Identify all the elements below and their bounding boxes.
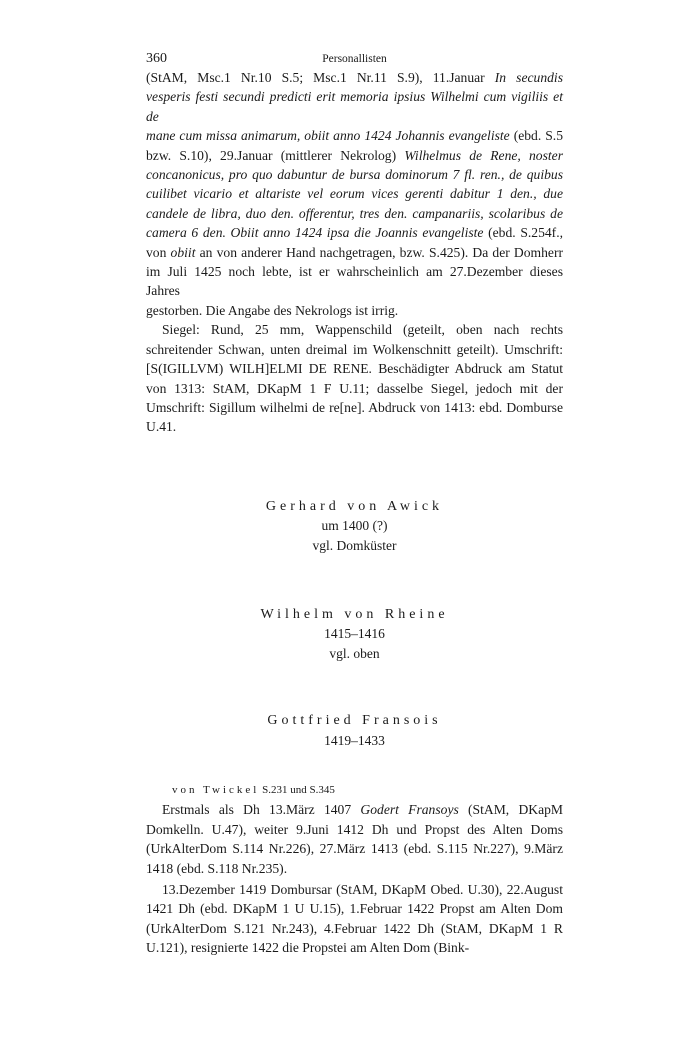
entry-name: Wilhelm von Rheine <box>260 606 449 622</box>
continuation-paragraph <box>146 68 563 320</box>
italic-text: concanonicus, pro quo dabuntur de bursa dominorum 7 fl. ren., de quibus <box>146 167 563 183</box>
page-header <box>146 46 563 68</box>
running-head: Personallisten <box>322 53 387 65</box>
text-run: im Juli 1425 noch lebte, ist er wahrscheinlich am 27.Dezember dieses Jahres <box>146 264 563 299</box>
seal-paragraph: Siegel: Rund, 25 mm, Wappenschild (geteilt, oben nach rechts schreitender Schwan, unten dreimal im Wolkenschnitt geteilt). Umschrift: [S(IGILLVM) WILH]ELMI DE RENE. Beschädigter Abdruck am Statut von 1313: StAM, DKapM 1 F U.11; dasselbe Siegel, jedoch mit der Umschrift: Sigillum wilhelmi de re[ne]. Abdruck von 1413: ebd. Domburse U.41. <box>146 322 563 435</box>
text-run: an von anderer Hand nachgetragen, bzw. S.425). Da der Domherr <box>195 244 563 260</box>
literature-pages: S.231 und S.345 <box>262 783 335 796</box>
text-line <box>146 87 563 126</box>
text-run: (ebd. S.5 <box>509 128 563 144</box>
entry-name: Gerhard von Awick <box>265 498 444 514</box>
text-run: von <box>146 244 171 260</box>
entry-note: vgl. oben <box>329 645 380 661</box>
text-line <box>146 223 563 242</box>
italic-text: camera 6 den. Obiit anno 1424 ipsa die Joannis evangeliste <box>146 225 484 241</box>
entry-note: vgl. Domküster <box>312 537 397 553</box>
text-run: bzw. S.10), 29.Januar (mittlerer Nekrolog) <box>146 147 405 163</box>
text-run: gestorben. Die Angabe des Nekrologs ist irrig. <box>146 302 399 318</box>
text-run: (StAM, DKapM Domkelln. U.47), weiter 9.Juni 1412 Dh und Propst des Alten Doms (UrkAlterDom S.114 Nr.226), 27.März 1413 (ebd. S.115 Nr.227), 9.März 1418 (ebd. S.118 Nr.235). <box>146 802 564 876</box>
text-run: (ebd. S.254f., <box>483 225 563 241</box>
gottfried-paragraph-2: 13.Dezember 1419 Dombursar (StAM, DKapM Obed. U.30), 22.August 1421 Dh (ebd. DKapM 1 U U.15), 1.Februar 1422 Propst am Alten Dom (UrkAlterDom S.121 Nr.243), 4.Februar 1422 Dh (StAM, DKapM 1 R U.121), resignierte 1422 die Propstei am Alten Dom (Bink- <box>146 882 563 956</box>
text-line <box>146 243 563 262</box>
italic-text: obiit <box>170 244 196 260</box>
text-line <box>146 204 563 223</box>
text-line <box>146 301 563 320</box>
italic-text: cuilibet vicario et altariste vel eorum vices gerenti dabitur 1 den., due <box>146 186 563 202</box>
text-line <box>146 262 563 301</box>
text-line <box>146 126 563 145</box>
entry-date: 1419–1433 <box>324 732 385 748</box>
gottfried-paragraph-1 <box>146 800 563 878</box>
entry-gottfried-fransois <box>146 711 563 750</box>
entry-name: Gottfried Fransois <box>267 713 442 729</box>
literature-author: von Twickel <box>172 783 260 796</box>
text-line <box>146 146 563 165</box>
text-line <box>146 68 563 87</box>
entry-wilhelm-von-rheine <box>146 605 563 663</box>
entry-date: 1415–1416 <box>324 626 385 642</box>
italic-text: Wilhelmus de Rene, noster <box>404 147 563 163</box>
italic-text: vesperis festi secundi predicti erit memoria ipsius Wilhelmi cum vigiliis et de <box>146 89 563 124</box>
book-page <box>146 46 563 958</box>
continuation-lines <box>146 68 563 320</box>
entry-date: um 1400 (?) <box>321 518 388 534</box>
italic-text: In secundis <box>494 70 563 85</box>
entry-gerhard-von-awick <box>146 497 563 555</box>
italic-text: Godert Fransoys <box>360 802 459 818</box>
text-line <box>146 184 563 203</box>
literature-reference <box>146 781 563 800</box>
text-run: Erstmals als Dh 13.März 1407 <box>162 802 361 818</box>
text-run: (StAM, Msc.1 Nr.10 S.5; Msc.1 Nr.11 S.9), 11.Januar <box>146 70 495 85</box>
text-line <box>146 165 563 184</box>
italic-text: mane cum missa animarum, obiit anno 1424 Johannis evangeliste <box>146 128 510 144</box>
italic-text: candele de libra, duo den. offerentur, tres den. campanariis, scolaribus de <box>146 205 563 221</box>
page-number: 360 <box>146 51 167 66</box>
